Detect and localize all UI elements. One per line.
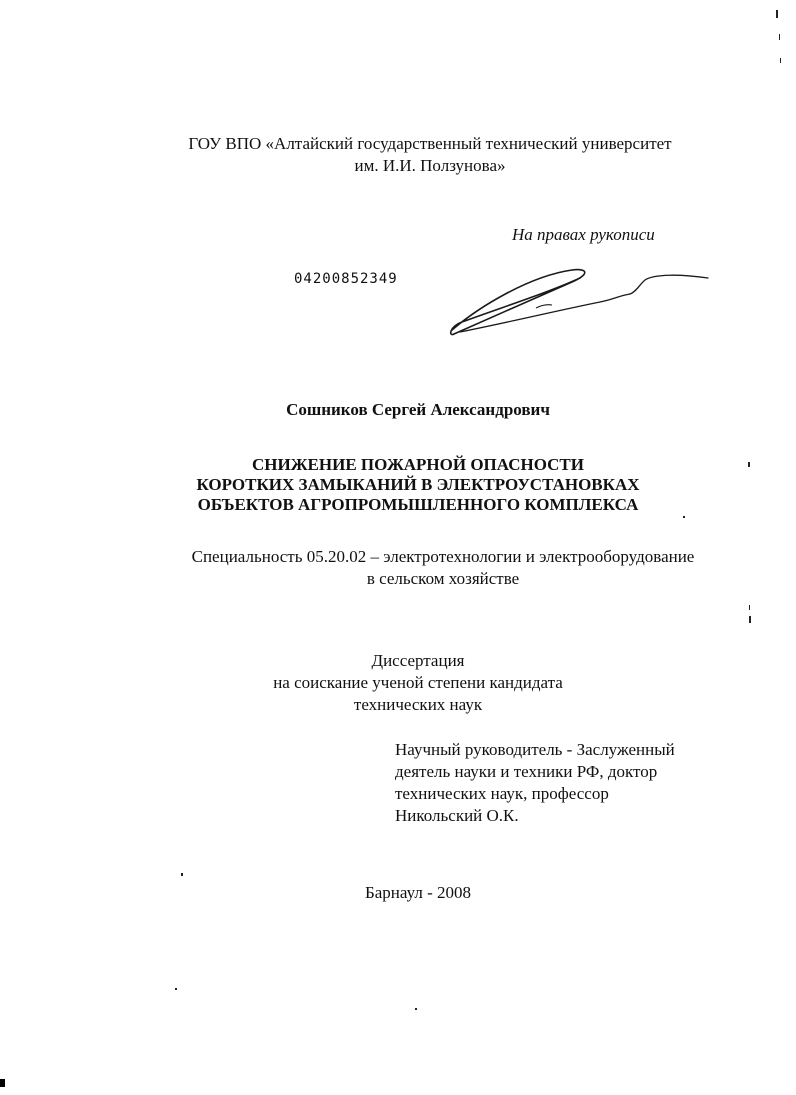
degree-line-1: Диссертация (371, 651, 465, 670)
signature (440, 262, 720, 344)
manuscript-note: На правах рукописи (512, 225, 655, 244)
supervisor-line-2: деятель науки и техники РФ, доктор (395, 762, 658, 781)
supervisor-line-3: технических наук, профессор (395, 784, 609, 803)
scan-speck (780, 58, 781, 63)
university-header (0, 133, 796, 177)
scan-speck (175, 988, 177, 990)
scan-speck (748, 462, 750, 467)
dissertation-title (0, 455, 796, 515)
title-line-2: КОРОТКИХ ЗАМЫКАНИЙ В ЭЛЕКТРОУСТАНОВКАХ (196, 475, 640, 494)
supervisor-line-1: Научный руководитель - Заслуженный (395, 740, 675, 759)
degree-line-2: на соискание ученой степени кандидата (273, 673, 563, 692)
title-line-3: ОБЪЕКТОВ АГРОПРОМЫШЛЕННОГО КОМПЛЕКСА (197, 495, 639, 514)
scan-speck (683, 516, 685, 518)
scan-speck (779, 34, 780, 40)
supervisor-line-4: Никольский О.К. (395, 806, 519, 825)
scan-speck (749, 605, 750, 610)
specialty-line-2: в сельском хозяйстве (366, 569, 520, 588)
city-year: Барнаул - 2008 (365, 883, 471, 902)
university-line-1: ГОУ ВПО «Алтайский государственный технический университет (188, 134, 672, 153)
specialty-line-1: Специальность 05.20.02 – электротехнологии и электрооборудование (191, 547, 695, 566)
scan-speck (749, 616, 751, 623)
title-line-1: СНИЖЕНИЕ ПОЖАРНОЙ ОПАСНОСТИ (252, 455, 584, 474)
author-name: Сошников Сергей Александрович (286, 400, 550, 419)
supervisor-block (395, 739, 675, 827)
scan-speck (0, 1079, 5, 1087)
specialty (0, 546, 796, 590)
document-number: 04200852349 (294, 271, 398, 287)
scan-speck (415, 1008, 417, 1010)
degree-line-3: технических наук (353, 695, 483, 714)
scan-speck (181, 873, 183, 876)
university-line-2: им. И.И. Ползунова» (354, 156, 506, 175)
degree-statement (0, 650, 796, 716)
scan-speck (776, 10, 778, 18)
